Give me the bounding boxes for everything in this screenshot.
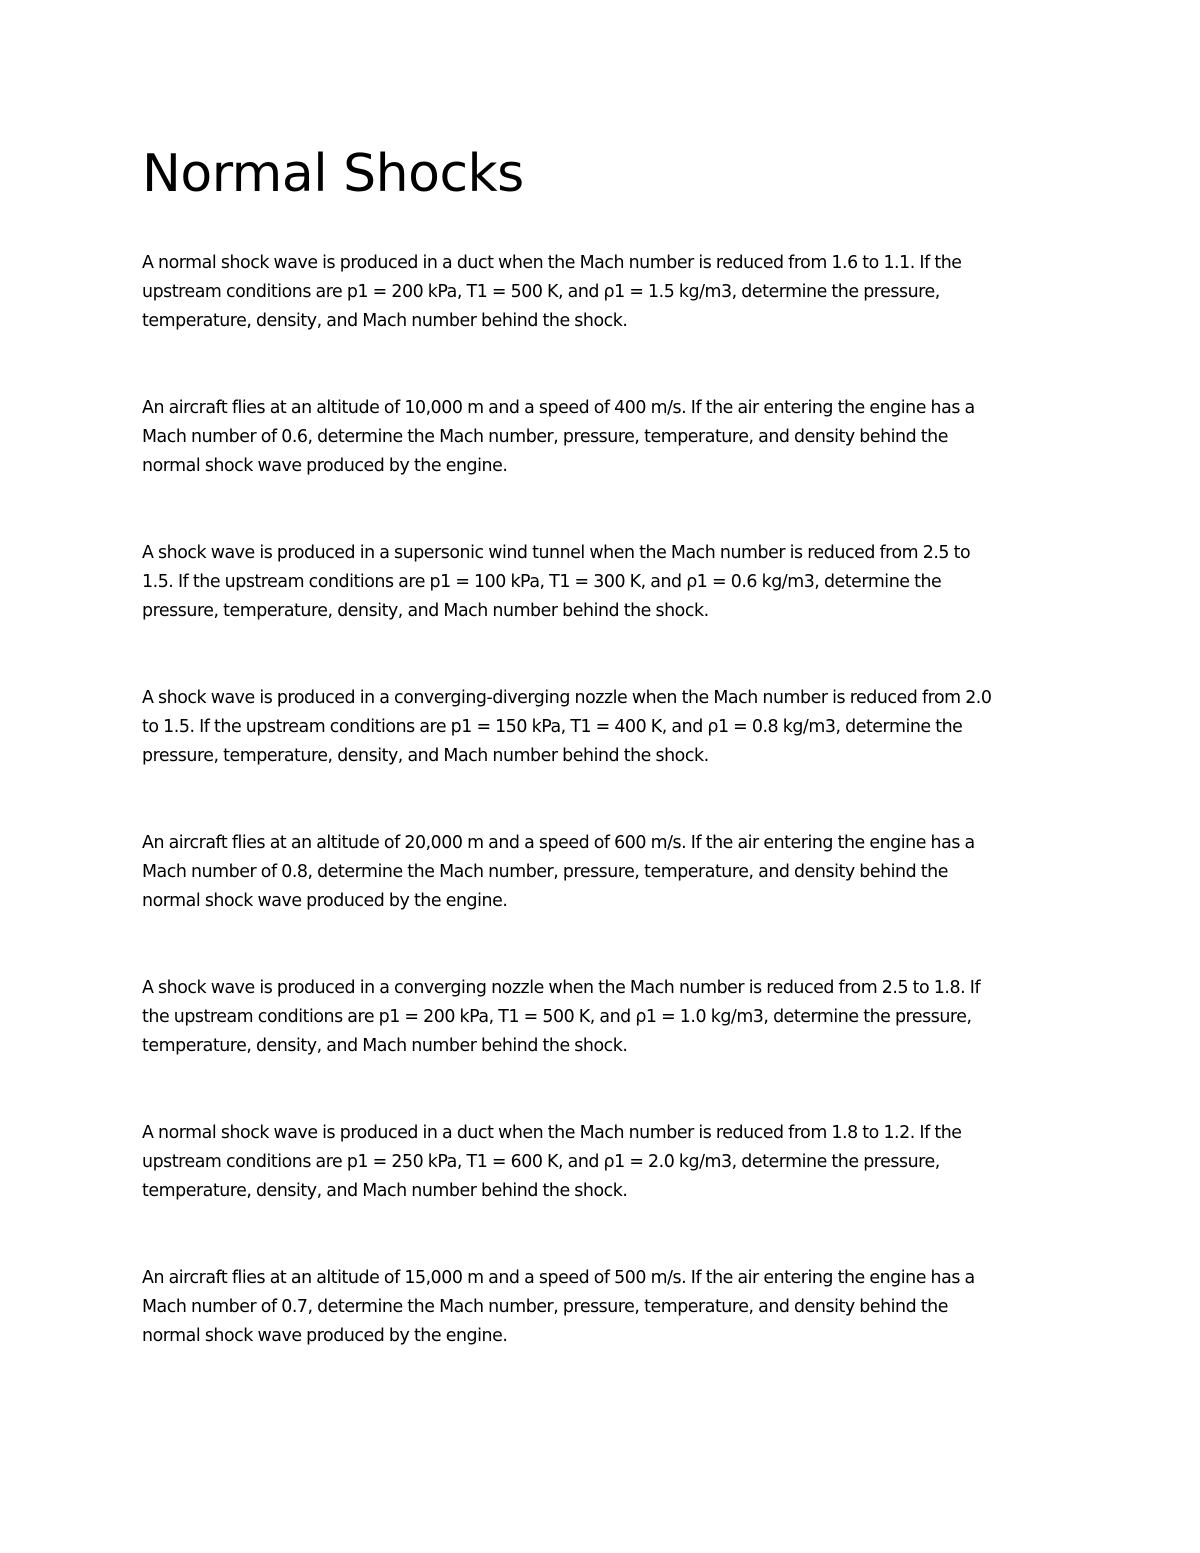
problem-line: the upstream conditions are p1 = 200 kPa, T1 = 500 K, and ρ1 = 1.0 kg/m3, determine the pressure, [142,1007,972,1027]
problem-line: Mach number of 0.6, determine the Mach number, pressure, temperature, and density behind the [142,427,948,447]
problem-paragraph [142,1119,1052,1206]
problem-paragraph [142,394,1052,481]
problem-line: A shock wave is produced in a converging-diverging nozzle when the Mach number is reduced from 2.0 [142,688,992,708]
problem-line: A shock wave is produced in a supersonic wind tunnel when the Mach number is reduced from 2.5 to [142,543,971,563]
problem-line: to 1.5. If the upstream conditions are p1 = 150 kPa, T1 = 400 K, and ρ1 = 0.8 kg/m3, determine the [142,717,963,737]
problem-line: A shock wave is produced in a converging nozzle when the Mach number is reduced from 2.5 to 1.8. If [142,978,981,998]
problem-line: normal shock wave produced by the engine. [142,456,508,476]
problem-paragraph [142,1264,1052,1351]
problem-line: An aircraft flies at an altitude of 15,000 m and a speed of 500 m/s. If the air entering the engine has a [142,1268,975,1288]
problem-line: temperature, density, and Mach number behind the shock. [142,1181,628,1201]
problem-line: pressure, temperature, density, and Mach number behind the shock. [142,746,709,766]
problem-line: temperature, density, and Mach number behind the shock. [142,1036,628,1056]
problem-line: An aircraft flies at an altitude of 10,000 m and a speed of 400 m/s. If the air entering the engine has a [142,398,975,418]
problem-list [142,249,1052,1409]
problem-line: upstream conditions are p1 = 200 kPa, T1 = 500 K, and ρ1 = 1.5 kg/m3, determine the pressure, [142,282,940,302]
problem-line: Mach number of 0.7, determine the Mach number, pressure, temperature, and density behind the [142,1297,948,1317]
problem-line: pressure, temperature, density, and Mach number behind the shock. [142,601,709,621]
problem-line: upstream conditions are p1 = 250 kPa, T1 = 600 K, and ρ1 = 2.0 kg/m3, determine the pressure, [142,1152,940,1172]
problem-line: normal shock wave produced by the engine. [142,1326,508,1346]
problem-line: normal shock wave produced by the engine. [142,891,508,911]
problem-paragraph [142,249,1052,336]
document-title: Normal Shocks [142,144,524,204]
problem-line: 1.5. If the upstream conditions are p1 = 100 kPa, T1 = 300 K, and ρ1 = 0.6 kg/m3, determine the [142,572,942,592]
problem-line: Mach number of 0.8, determine the Mach number, pressure, temperature, and density behind the [142,862,948,882]
problem-paragraph [142,974,1052,1061]
problem-line: temperature, density, and Mach number behind the shock. [142,311,628,331]
problem-paragraph [142,829,1052,916]
problem-line: An aircraft flies at an altitude of 20,000 m and a speed of 600 m/s. If the air entering the engine has a [142,833,975,853]
problem-paragraph [142,539,1052,626]
problem-paragraph [142,684,1052,771]
problem-line: A normal shock wave is produced in a duct when the Mach number is reduced from 1.8 to 1.2. If the [142,1123,962,1143]
problem-line: A normal shock wave is produced in a duct when the Mach number is reduced from 1.6 to 1.1. If the [142,253,962,273]
